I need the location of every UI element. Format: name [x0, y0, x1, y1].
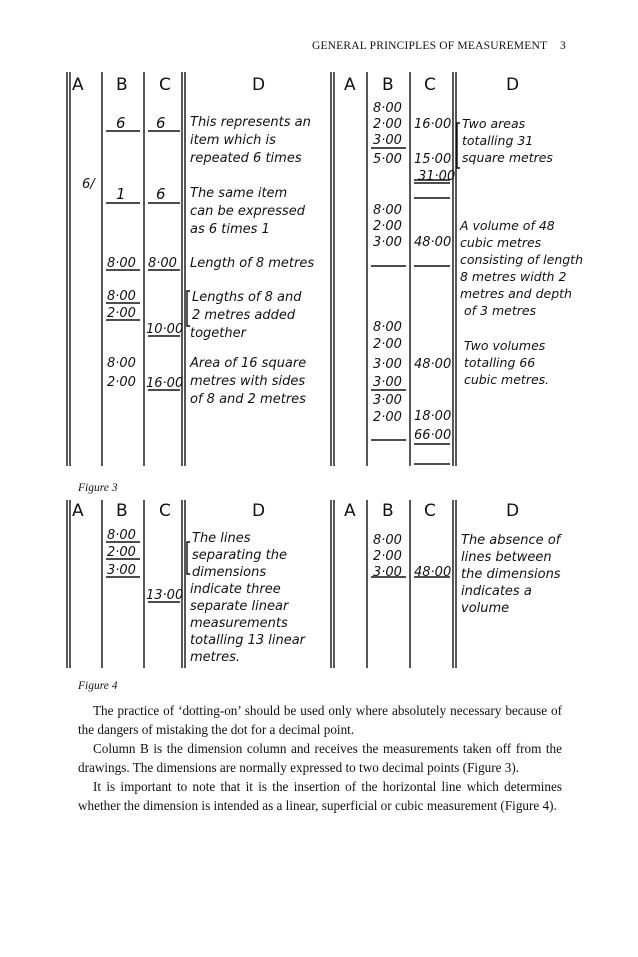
column-header-d: D — [506, 501, 520, 521]
dimension-b: 6 — [116, 114, 126, 132]
squared-c: 6 — [156, 185, 166, 203]
dimension-b: 3·00 — [373, 393, 402, 408]
squared-c: 15·00 — [414, 152, 452, 167]
description-line: square metres — [462, 150, 553, 165]
squared-c: 10·00 — [146, 322, 184, 337]
description-line: Length of 8 metres — [190, 256, 315, 271]
dimension-b: 8·00 — [107, 256, 136, 271]
dimension-b: 2·00 — [373, 117, 402, 132]
squared-c: 6 — [156, 114, 166, 132]
description-line: can be expressed — [190, 204, 305, 219]
description-line: together — [190, 326, 246, 341]
timesing-figure: 6/ — [82, 177, 95, 192]
description-line: 2 metres added — [192, 308, 296, 323]
description-line: measurements — [190, 616, 288, 631]
description-line: of 8 and 2 metres — [190, 392, 306, 407]
column-header-d: D — [506, 75, 520, 95]
dimension-b: 3·00 — [373, 133, 402, 148]
squared-c: 31·00 — [418, 169, 456, 184]
paragraph: Column B is the dimension column and receives the measurements taken off from the drawings. The dimensions are normally expressed to two decimal points (Figure 3). — [78, 741, 562, 775]
dimension-b: 3·00 — [373, 375, 402, 390]
figure-3-dimension-sheet — [64, 68, 584, 468]
dimension-b: 2·00 — [373, 337, 402, 352]
dimension-b: 1 — [116, 185, 126, 203]
column-header-a: A — [72, 501, 84, 521]
squared-c: 48·00 — [414, 565, 452, 580]
description-line: lines between — [461, 550, 552, 565]
dimension-b: 8·00 — [107, 356, 136, 371]
description-line: totalling 66 — [464, 355, 536, 370]
squared-c: 16·00 — [146, 376, 184, 391]
description-line: Two volumes — [464, 338, 546, 353]
column-header-c: C — [159, 501, 171, 521]
dimension-b: 8·00 — [373, 101, 402, 116]
description-line: 8 metres width 2 — [460, 269, 567, 284]
description-line: metres and depth — [460, 286, 572, 301]
description-line: A volume of 48 — [460, 218, 555, 233]
running-header — [302, 40, 566, 52]
description-line: metres with sides — [190, 374, 306, 389]
dimension-b: 3·00 — [373, 357, 402, 372]
dimension-b: 8·00 — [107, 528, 136, 543]
dimension-b: 8·00 — [373, 203, 402, 218]
column-header-b: B — [116, 501, 128, 521]
dimension-b: 5·00 — [373, 152, 402, 167]
column-header-c: C — [159, 75, 171, 95]
description-line: Two areas — [462, 116, 526, 131]
description-line: The absence of — [461, 533, 561, 548]
dimension-b: 8·00 — [373, 533, 402, 548]
description-line: cubic metres — [460, 235, 542, 250]
description-line: The same item — [190, 186, 288, 201]
squared-c: 8·00 — [148, 256, 177, 271]
description-line: totalling 31 — [462, 133, 534, 148]
page-number: 3 — [560, 40, 566, 52]
paragraph: It is important to note that it is the insertion of the horizontal line which determines whether the dimension is intended as a linear, superficial or cubic measurement (Figure 4). — [78, 779, 562, 813]
description-line: dimensions — [192, 565, 267, 580]
description-line: the dimensions — [461, 567, 561, 582]
description-line: Lengths of 8 and — [192, 290, 302, 305]
running-title: GENERAL PRINCIPLES OF MEASUREMENT — [311, 40, 547, 52]
squared-c: 48·00 — [414, 357, 452, 372]
column-header-b: B — [382, 501, 394, 521]
dimension-b: 3·00 — [373, 235, 402, 250]
description-line: of 3 metres — [464, 303, 537, 318]
squared-c: 16·00 — [414, 117, 452, 132]
description-line: consisting of length — [460, 252, 584, 267]
column-header-c: C — [424, 75, 436, 95]
column-header-a: A — [344, 501, 356, 521]
description-line: item which is — [190, 133, 276, 148]
body-text — [78, 701, 562, 815]
dimension-b: 2·00 — [107, 306, 136, 321]
dimension-b: 3·00 — [373, 565, 402, 580]
dimension-b: 2·00 — [373, 549, 402, 564]
description-line: This represents an — [190, 115, 311, 130]
dimension-b: 2·00 — [107, 545, 136, 560]
column-header-c: C — [424, 501, 436, 521]
description-line: separate linear — [190, 599, 289, 614]
paragraph: The practice of ‘dotting-on’ should be used only where absolutely necessary because of the dangers of mistaking the dot for a decimal point. — [78, 703, 562, 737]
description-line: totalling 13 linear — [190, 633, 306, 648]
squared-c: 48·00 — [414, 235, 452, 250]
squared-c: 18·00 — [414, 409, 452, 424]
description-line: cubic metres. — [464, 372, 550, 387]
description-line: indicates a — [461, 584, 532, 599]
description-line: volume — [461, 601, 510, 616]
figure-4-caption: Figure 4 — [78, 680, 118, 692]
column-header-b: B — [116, 75, 128, 95]
description-line: as 6 times 1 — [190, 222, 270, 237]
dimension-b: 2·00 — [373, 219, 402, 234]
description-line: Area of 16 square — [190, 356, 307, 371]
column-header-a: A — [344, 75, 356, 95]
figure-3 — [64, 68, 584, 468]
description-line: The lines — [192, 531, 251, 546]
column-header-b: B — [382, 75, 394, 95]
description-line: separating the — [192, 548, 287, 563]
column-header-a: A — [72, 75, 84, 95]
description-line: repeated 6 times — [190, 151, 302, 166]
dimension-b: 3·00 — [107, 563, 136, 578]
squared-c: 13·00 — [146, 588, 184, 603]
dimension-b: 2·00 — [107, 375, 136, 390]
column-header-d: D — [252, 75, 266, 95]
column-header-d: D — [252, 501, 266, 521]
figure-4-dimension-sheet — [64, 496, 561, 670]
dimension-b: 8·00 — [373, 320, 402, 335]
figure-4 — [64, 496, 561, 670]
squared-c: 66·00 — [414, 428, 452, 443]
dimension-b: 2·00 — [373, 410, 402, 425]
dimension-b: 8·00 — [107, 289, 136, 304]
figure-3-caption: Figure 3 — [78, 482, 118, 494]
description-line: indicate three — [190, 582, 281, 597]
description-line: metres. — [190, 650, 241, 665]
